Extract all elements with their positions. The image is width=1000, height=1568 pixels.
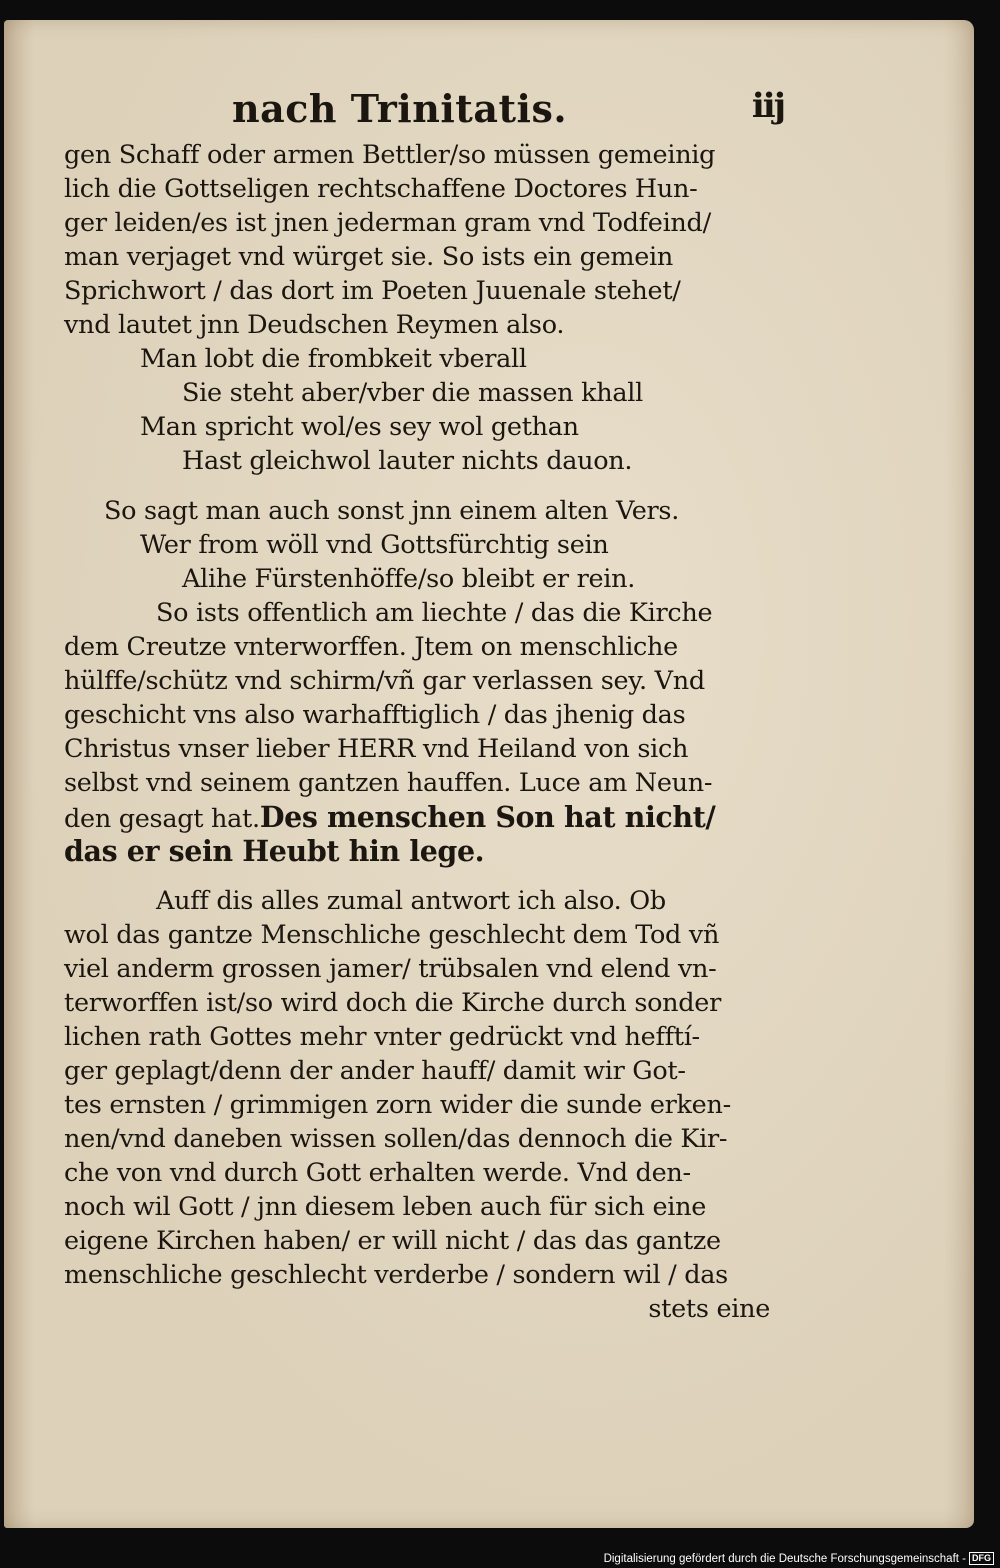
text-line: So ists offentlich am liechte / das die Kirche <box>156 598 713 628</box>
text-line: vnd lautet jnn Deudschen Reymen also. <box>64 310 565 340</box>
verse-block-1 <box>64 342 784 478</box>
text-line: tes ernsten / grimmigen zorn wider die sunde erken- <box>64 1090 731 1120</box>
quotation-line: das er sein Heubt hin lege. <box>64 834 485 868</box>
text-line <box>64 800 784 834</box>
text-line: geschicht vns also warhafftiglich / das jhenig das <box>64 700 686 730</box>
spacer <box>64 868 784 884</box>
verse-line: Man lobt die frombkeit vberall <box>140 344 527 374</box>
dfg-logo: DFG <box>969 1552 994 1565</box>
text-line: man verjaget vnd würget sie. So ists ein gemein <box>64 242 674 272</box>
text-fragment: den gesagt hat. <box>64 804 260 834</box>
text-line: nen/vnd daneben wissen sollen/das dennoch die Kir- <box>64 1124 728 1154</box>
text-block <box>64 80 784 1326</box>
funding-credit <box>604 1552 994 1565</box>
text-line: menschliche geschlecht verderbe / sondern wil / das <box>64 1260 728 1290</box>
text-line: gen Schaff oder armen Bettler/so müssen gemeinig <box>64 140 716 170</box>
text-line: selbst vnd seinem gantzen hauffen. Luce am Neun- <box>64 768 713 798</box>
text-line: Sprichwort / das dort im Poeten Juuenale stehet/ <box>64 276 681 306</box>
footer-bar <box>0 1546 1000 1568</box>
text-line: hülffe/schütz vnd schirm/vñ gar verlassen sey. Vnd <box>64 666 705 696</box>
credit-text: Digitalisierung gefördert durch die Deutsche Forschungsgemeinschaft - <box>603 1553 966 1565</box>
text-line: ger geplagt/denn der ander hauff/ damit wir Got- <box>64 1056 686 1086</box>
spacer <box>64 478 784 494</box>
text-line: Christus vnser lieber HERR vnd Heiland von sich <box>64 734 689 764</box>
text-line: ger leiden/es ist jnen jederman gram vnd Todfeind/ <box>64 208 711 238</box>
text-line: eigene Kirchen haben/ er will nicht / das das gantze <box>64 1226 721 1256</box>
page-header <box>64 80 784 138</box>
verse-line: Hast gleichwol lauter nichts dauon. <box>182 446 633 476</box>
text-line: che von vnd durch Gott erhalten werde. Vnd den- <box>64 1158 691 1188</box>
catchword: stets eine <box>648 1294 770 1324</box>
paragraph-2 <box>64 596 784 868</box>
text-line: viel anderm grossen jamer/ trübsalen vnd elend vn- <box>64 954 717 984</box>
text-line: lich die Gottseligen rechtschaffene Doctores Hun- <box>64 174 698 204</box>
verse-line: Wer from wöll vnd Gottsfürchtig sein <box>140 530 609 560</box>
verse-line: Sie steht aber/vber die massen khall <box>182 378 643 408</box>
verse-line: Alihe Fürstenhöffe/so bleibt er rein. <box>182 564 636 594</box>
quotation-emphasis: Des menschen Son hat nicht/ <box>259 800 716 834</box>
paragraph-1 <box>64 138 784 342</box>
verse-intro-line: So sagt man auch sonst jnn einem alten Vers. <box>104 496 680 526</box>
folio-number: iij <box>751 86 784 126</box>
verse-line: Man spricht wol/es sey wol gethan <box>140 412 579 442</box>
text-line: lichen rath Gottes mehr vnter gedrückt vnd hefftí- <box>64 1022 700 1052</box>
verse-block-2 <box>64 528 784 596</box>
book-page <box>4 20 974 1528</box>
text-line: noch wil Gott / jnn diesem leben auch für sich eine <box>64 1192 707 1222</box>
text-line: Auff dis alles zumal antwort ich also. Ob <box>156 886 666 916</box>
text-line: terworffen ist/so wird doch die Kirche durch sonder <box>64 988 721 1018</box>
text-line: wol das gantze Menschliche geschlecht dem Tod vñ <box>64 920 720 950</box>
paragraph-3 <box>64 884 784 1292</box>
running-title: nach Trinitatis. <box>232 86 568 131</box>
text-line: dem Creutze vnterworffen. Jtem on menschliche <box>64 632 678 662</box>
